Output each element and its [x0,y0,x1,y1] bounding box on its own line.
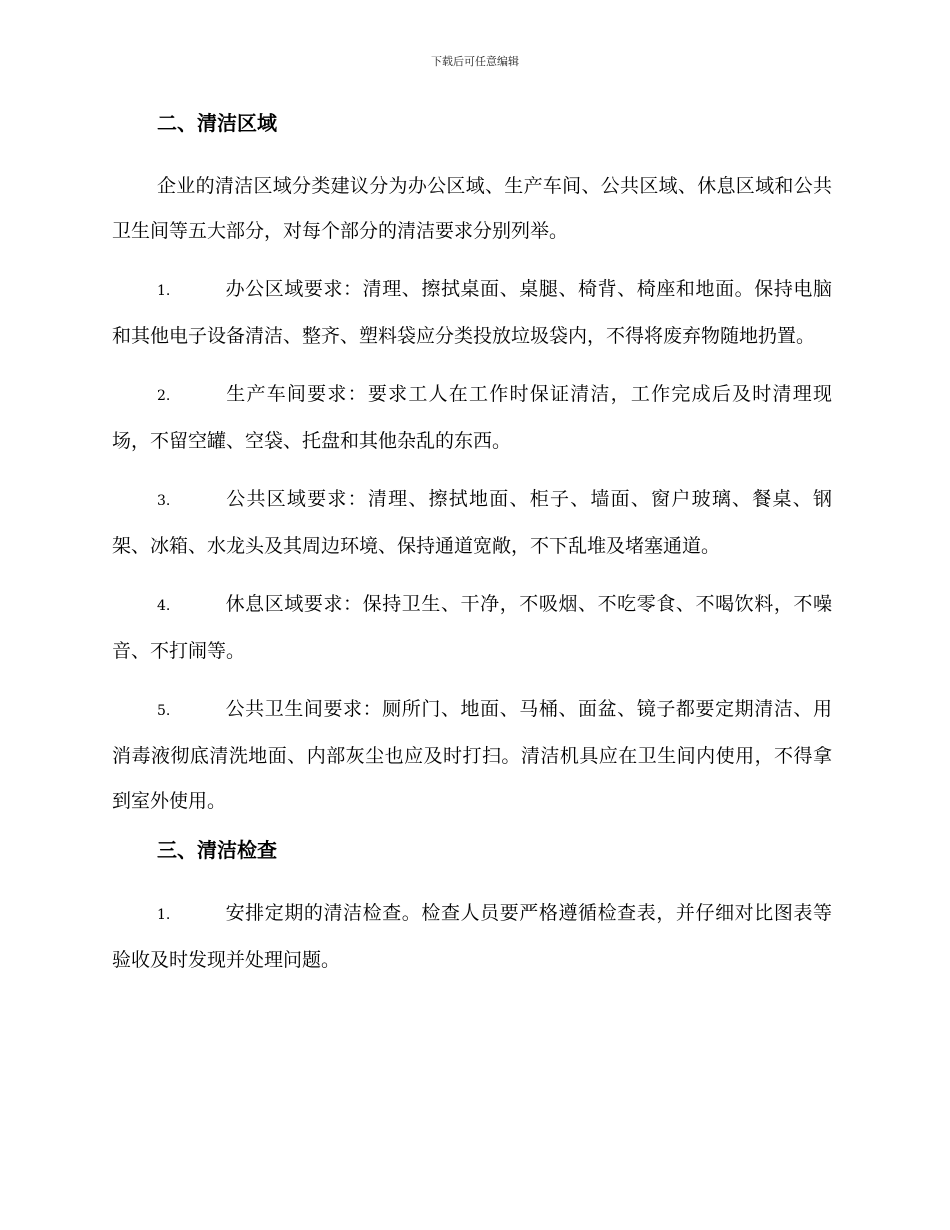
section-heading-cleaning-areas: 二、清洁区域 [157,111,277,135]
list-item-text: 休息区域要求：保持卫生、干净，不吸烟、不吃零食、不喝饮料，不噪音、不打闹等。 [112,593,832,662]
list-item-number: 4. [157,598,171,614]
list-item-number: 1. [157,283,171,299]
list-item-number: 5. [157,703,171,719]
page-header-note: 下载后可任意编辑 [431,55,519,68]
list-item-number: 2. [157,388,171,404]
document-body [112,110,832,996]
list-item [112,372,832,464]
section-intro-paragraph: 企业的清洁区域分类建议分为办公区域、生产车间、公共区域、休息区域和公共卫生间等五大部分，对每个部分的清洁要求分别列举。 [112,175,832,242]
list-item-number: 1. [157,907,171,923]
list-item [112,582,832,674]
list-item-text: 办公区域要求：清理、擦拭桌面、桌腿、椅背、椅座和地面。保持电脑和其他电子设备清洁、整齐、塑料袋应分类投放垃圾袋内，不得将废弃物随地扔置。 [112,278,832,347]
list-item [112,687,832,824]
list-item-number: 3. [157,493,171,509]
list-item-text: 公共区域要求：清理、擦拭地面、柜子、墙面、窗户玻璃、餐桌、钢架、冰箱、水龙头及其周边环境、保持通道宽敞，不下乱堆及堵塞通道。 [112,488,832,557]
list-item [112,891,832,983]
list-item-text: 生产车间要求：要求工人在工作时保证清洁，工作完成后及时清理现场，不留空罐、空袋、托盘和其他杂乱的东西。 [112,383,832,452]
list-item [112,477,832,569]
list-item-text: 安排定期的清洁检查。检查人员要严格遵循检查表，并仔细对比图表等验收及时发现并处理问题。 [112,902,832,971]
section-heading-cleaning-inspection: 三、清洁检查 [157,838,277,862]
list-item [112,267,832,359]
list-item-text: 公共卫生间要求：厕所门、地面、马桶、面盆、镜子都要定期清洁、用消毒液彻底清洗地面、内部灰尘也应及时打扫。清洁机具应在卫生间内使用，不得拿到室外使用。 [112,698,832,812]
